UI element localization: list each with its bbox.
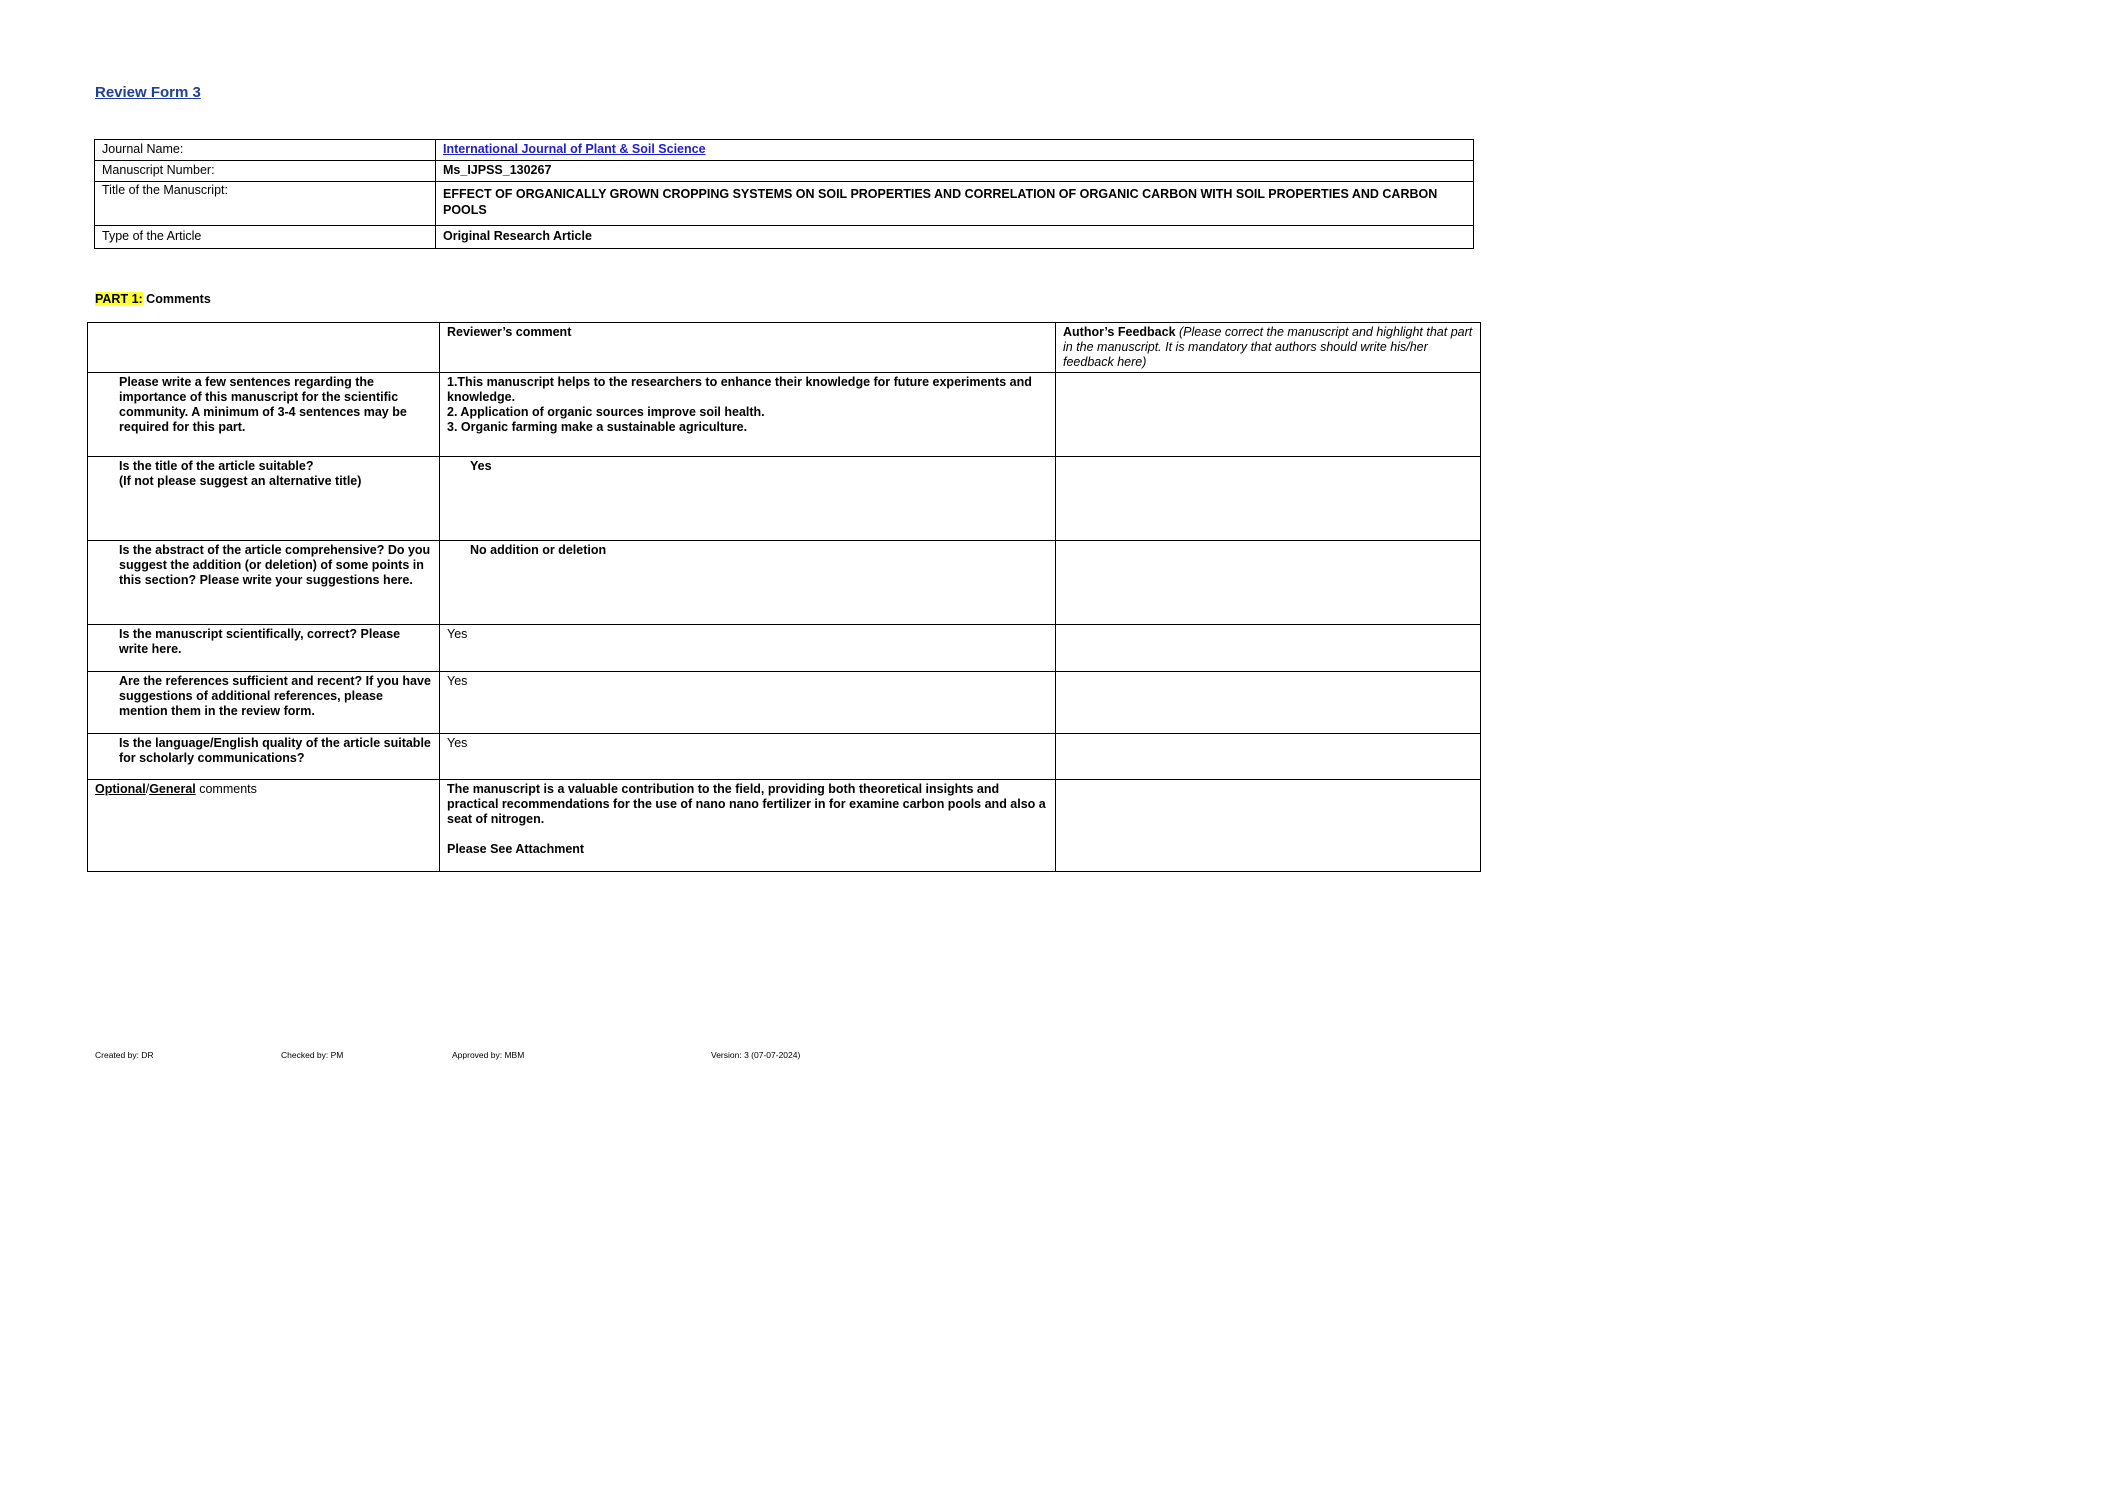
comments-header-row [88, 323, 1481, 373]
journal-cell [436, 140, 1474, 161]
reviewer-answer-cell [440, 457, 1056, 541]
reviewer-answer-cell: Yes [440, 734, 1056, 780]
comment-row-optional [88, 780, 1481, 872]
footer-created: Created by: DR [95, 1050, 154, 1060]
header-empty-cell [88, 323, 440, 373]
optional-label-sep: / [145, 782, 150, 796]
article-type-row [95, 226, 1474, 249]
question-cell [88, 734, 440, 780]
general-label-part: General [149, 782, 196, 796]
author-feedback-cell[interactable] [1056, 625, 1481, 672]
form-title: Review Form 3 [95, 84, 201, 101]
manuscript-number-row [95, 161, 1474, 182]
reviewer-answer-cell [440, 541, 1056, 625]
reviewer-answer-cell: Yes [440, 672, 1056, 734]
question-text: Is the abstract of the article comprehensive? Do you suggest the addition (or deletion) of some points in this section? Please write your suggestions here. [119, 543, 431, 587]
question-cell [88, 373, 440, 457]
author-feedback-cell[interactable] [1056, 373, 1481, 457]
question-text: (If not please suggest an alternative title) [119, 474, 362, 488]
question-text: Please write a few sentences regarding the importance of this manuscript for the scientific community. A minimum of 3-4 sentences may be required for this part. [119, 375, 407, 434]
author-feedback-cell[interactable] [1056, 734, 1481, 780]
question-cell [88, 541, 440, 625]
manuscript-title-value: EFFECT OF ORGANICALLY GROWN CROPPING SYSTEMS ON SOIL PROPERTIES AND CORRELATION OF ORGANIC CARBON WITH SOIL PROPERTIES AND CARBON POOLS [436, 182, 1474, 226]
footer-checked: Checked by: PM [281, 1050, 344, 1060]
comment-row-language [88, 734, 1481, 780]
footer-approved: Approved by: MBM [452, 1050, 525, 1060]
author-feedback-cell[interactable] [1056, 541, 1481, 625]
question-text: Are the references sufficient and recent? If you have suggestions of additional references, please mention them in the review form. [119, 674, 431, 718]
author-feedback-header-bold: Author’s Feedback [1063, 325, 1176, 339]
comment-row-title [88, 457, 1481, 541]
part1-label: PART 1: [95, 292, 143, 306]
optional-answer-text: The manuscript is a valuable contribution to the field, providing both theoretical insights and practical recommendations for the use of nano nano fertilizer in for examine carbon pools and also a seat of nitrogen. [447, 782, 1046, 826]
manuscript-info-table [94, 139, 1474, 249]
author-feedback-cell[interactable] [1056, 780, 1481, 872]
comment-row-importance [88, 373, 1481, 457]
journal-label: Journal Name: [95, 140, 436, 161]
optional-label-rest: comments [195, 782, 257, 796]
footer-version: Version: 3 (07-07-2024) [711, 1050, 801, 1060]
question-text: Is the language/English quality of the article suitable for scholarly communications? [119, 736, 431, 765]
answer-text: No addition or deletion [470, 543, 607, 557]
reviewer-answer-cell: Yes [440, 625, 1056, 672]
comments-table [87, 322, 1481, 872]
optional-label-cell [88, 780, 440, 872]
article-type-value: Original Research Article [436, 226, 1474, 249]
question-cell [88, 457, 440, 541]
journal-row [95, 140, 1474, 161]
comment-row-scientific [88, 625, 1481, 672]
question-text: Is the manuscript scientifically, correct? Please write here. [119, 627, 401, 656]
part1-heading [95, 292, 211, 306]
comment-row-references [88, 672, 1481, 734]
manuscript-number-label: Manuscript Number: [95, 161, 436, 182]
author-feedback-header [1056, 323, 1481, 373]
reviewer-answer-cell [440, 780, 1056, 872]
part1-title: Comments [146, 292, 211, 306]
manuscript-title-label: Title of the Manuscript: [95, 182, 436, 226]
journal-link[interactable]: International Journal of Plant & Soil Science [443, 142, 706, 156]
article-type-label: Type of the Article [95, 226, 436, 249]
question-cell [88, 672, 440, 734]
author-feedback-cell[interactable] [1056, 672, 1481, 734]
answer-line: 2. Application of organic sources improve soil health. [447, 405, 765, 419]
answer-line: 3. Organic farming make a sustainable agriculture. [447, 420, 748, 434]
author-feedback-header-note: (Please correct the manuscript and highlight that part in the manuscript. It is mandatory that authors should write his/her feedback here) [1063, 325, 1473, 369]
manuscript-number-value: Ms_IJPSS_130267 [436, 161, 1474, 182]
question-text: Is the title of the article suitable? [119, 459, 314, 473]
optional-label-part: Optional [95, 782, 146, 796]
reviewer-comment-header: Reviewer’s comment [440, 323, 1056, 373]
attachment-note: Please See Attachment [447, 842, 585, 856]
manuscript-title-row [95, 182, 1474, 226]
author-feedback-cell[interactable] [1056, 457, 1481, 541]
answer-line: 1.This manuscript helps to the researchers to enhance their knowledge for future experiments and knowledge. [447, 375, 1032, 404]
question-cell [88, 625, 440, 672]
reviewer-answer-cell [440, 373, 1056, 457]
answer-text: Yes [470, 459, 492, 473]
comment-row-abstract [88, 541, 1481, 625]
